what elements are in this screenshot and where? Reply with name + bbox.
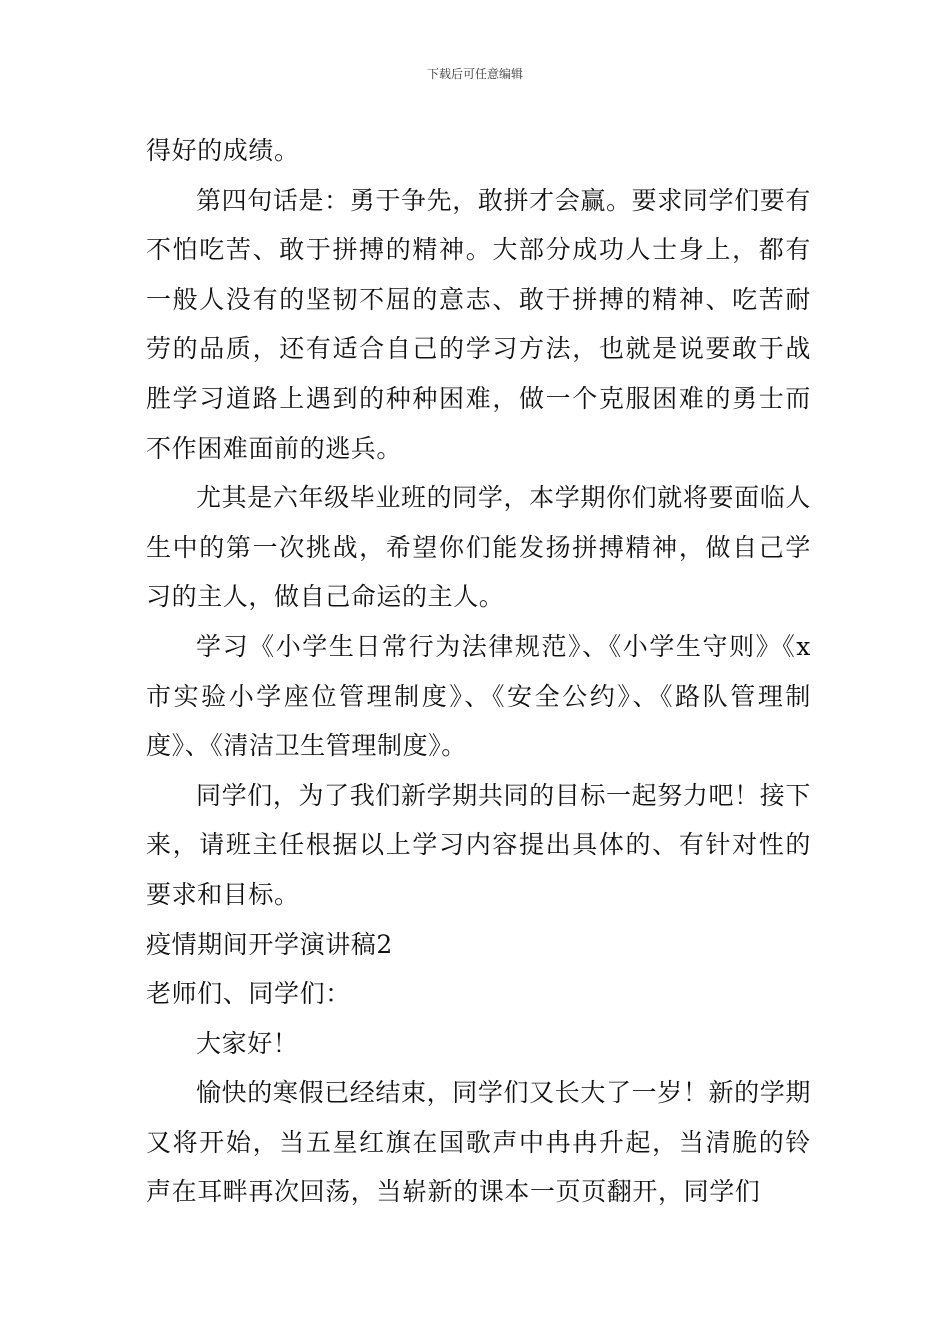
paragraph-1: 得好的成绩。	[146, 136, 300, 165]
salutation: 老师们、同学们：	[146, 979, 351, 1009]
greeting: 大家好！	[196, 1028, 299, 1058]
paragraph-2: 第四句话是：勇于争先，敢拼才会赢。要求同学们要有不怕吃苦、敢于拼搏的精神。大部分成功人士身上，都有一般人没有的坚韧不屈的意志、敢于拼搏的精神、吃苦耐劳的品质，还有适合自己的学习方法，也就是说要敢于战胜学习道路上遇到的种种困难，做一个克服困难的勇士而不作困难面前的逃兵。	[146, 185, 811, 463]
paragraph-3: 尤其是六年级毕业班的同学，本学期你们就将要面临人生中的第一次挑战，希望你们能发扬拼搏精神，做自己学习的主人，做自己命运的主人。	[146, 483, 811, 612]
paragraph-4: 学习《小学生日常行为法律规范》、《小学生守则》《x市实验小学座位管理制度》、《安全公约》、《路队管理制度》、《清洁卫生管理制度》。	[146, 631, 811, 761]
page-header-note: 下载后可任意编辑	[426, 67, 523, 81]
paragraph-5: 同学们，为了我们新学期共同的目标一起努力吧！接下来，请班主任根据以上学习内容提出具体的、有针对性的要求和目标。	[146, 780, 811, 909]
document-body	[146, 126, 811, 1217]
paragraph-9: 愉快的寒假已经结束，同学们又长大了一岁！新的学期又将开始，当五星红旗在国歌声中冉冉升起，当清脆的铃声在耳畔再次回荡，当崭新的课本一页页翻开，同学们	[146, 1078, 811, 1207]
section-title: 疫情期间开学演讲稿2	[146, 929, 393, 959]
